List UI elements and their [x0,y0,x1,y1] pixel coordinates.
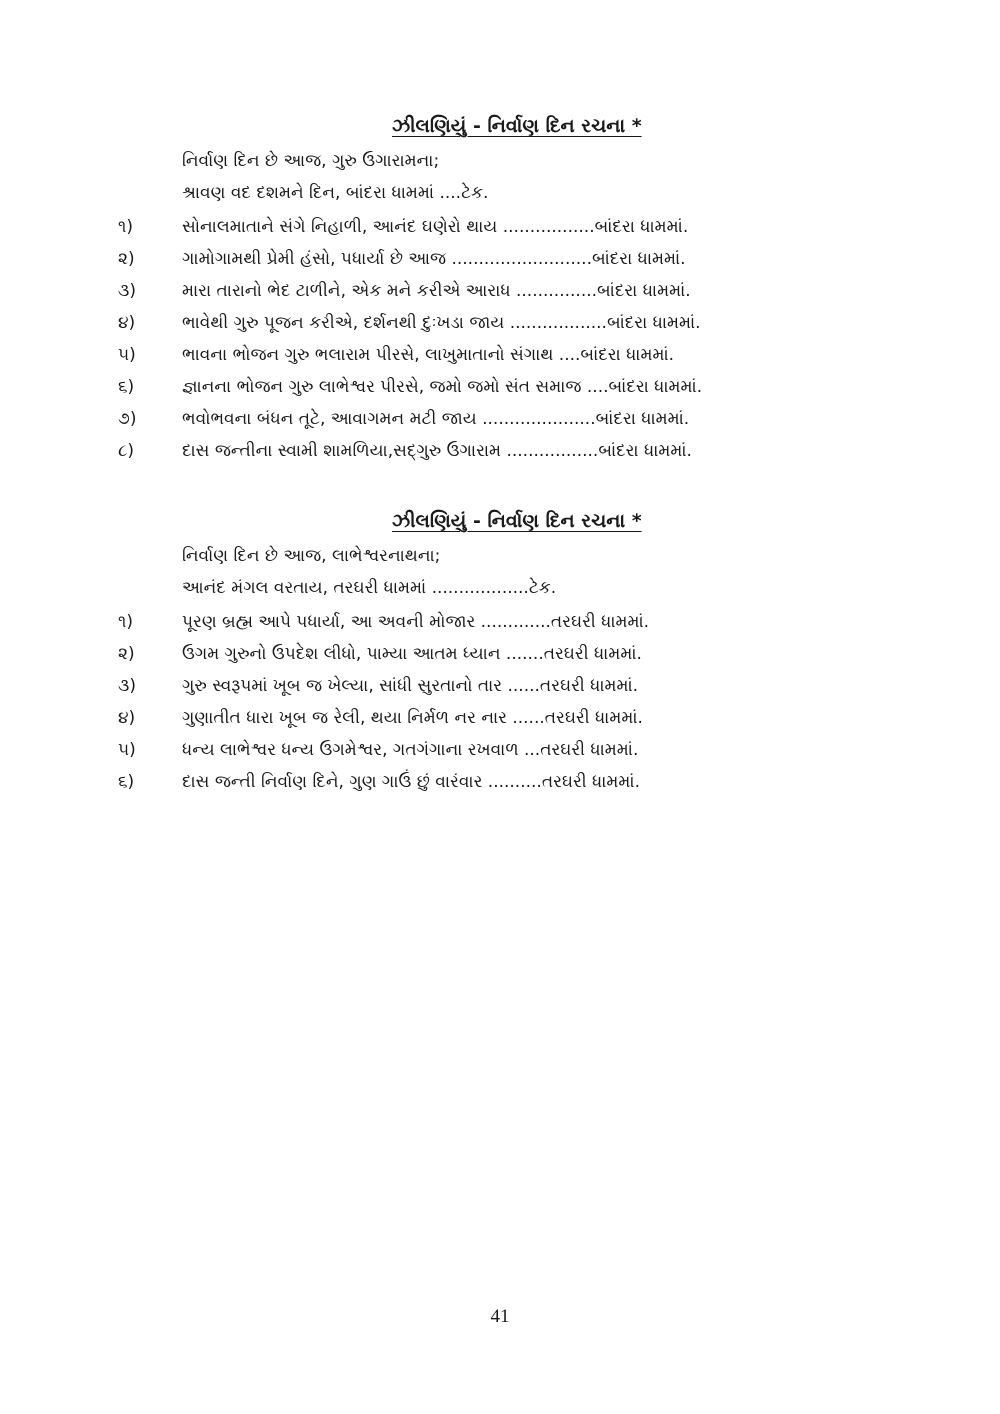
verse-number: ૫) [118,345,136,365]
verse-line [0,345,1000,373]
verse-text: પૂરણ બ્રહ્મ આપે પધાર્યા, આ અવની મોજાર .............તરઘરી ધામમાં. [182,612,650,632]
verse-line [0,217,1000,245]
verse-number: ૧) [118,612,133,632]
verse-text: દાસ જન્તી નિર્વાણ દિને, ગુણ ગાઉં છું વારંવાર ..........તરઘરી ધામમાં. [182,772,640,792]
verse-line [0,313,1000,341]
verse-number: ૬) [118,772,135,792]
section-title: ઝીલણિયું - નિર્વાણ દિન રચના * [392,510,642,532]
verse-number: ૭) [118,409,137,429]
verse-text: જ્ઞાનના ભોજન ગુરુ લાભેશ્વર પીરસે, જમો જમો સંત સમાજ ....બાંદરા ધામમાં. [182,377,703,397]
verse-line [0,281,1000,309]
verse-number: ૩) [118,676,136,696]
verse-line [0,377,1000,405]
verse-number: ૮) [118,441,134,461]
page-number: 41 [490,1306,510,1327]
verse-number: ૨) [118,249,135,269]
verse-line [0,644,1000,672]
verse-line [0,772,1000,800]
verse-text: ગામોગામથી પ્રેમી હંસો, પધાર્યા છે આજ ..........................બાંદરા ધામમાં. [182,249,686,269]
verse-line [0,612,1000,640]
verse-line [0,409,1000,437]
verse-text: ભવોભવના બંધન તૂટે, આવાગમન મટી જાય .....................બાંદરા ધામમાં. [182,409,690,429]
refrain-line-2: શ્રાવણ વદ દશમને દિન, બાંદરા ધામમાં ....ટેક. [182,183,489,203]
verse-number: ૪) [118,313,136,333]
verse-text: સોનાલમાતાને સંગે નિહાળી, આનંદ ઘણેરો થાય .................બાંદરા ધામમાં. [182,217,689,237]
verse-number: ૫) [118,740,136,760]
refrain-line-1: નિર્વાણ દિન છે આજ, ગુરુ ઉગારામના; [182,151,440,171]
verse-line [0,740,1000,768]
verse-text: ગુરુ સ્વરૂપમાં ખૂબ જ ખેલ્યા, સાંધી સુરતાનો તાર ......તરઘરી ધામમાં. [182,676,639,696]
verse-text: મારા તારાનો ભેદ ટાળીને, એક મને કરીએ આરાધ ...............બાંદરા ધામમાં. [182,281,691,301]
verse-text: દાસ જન્તીના સ્વામી શામળિયા,સદ્‌ગુરુ ઉગારામ .................બાંદરા ધામમાં. [182,441,692,461]
verse-text: ગુણાતીત ધારા ખૂબ જ રેલી, થયા નિર્મળ નર નાર ......તરઘરી ધામમાં. [182,708,643,728]
verse-number: ૪) [118,708,136,728]
verse-line [0,249,1000,277]
verse-text: ઉગમ ગુરુનો ઉપદેશ લીધો, પામ્યા આતમ ધ્યાન .......તરઘરી ધામમાં. [182,644,642,664]
verse-number: ૨) [118,644,135,664]
verse-text: ધન્ય લાભેશ્વર ધન્ય ઉગમેશ્વર, ગતગંગાના રખવાળ ...તરઘરી ધામમાં. [182,740,639,760]
refrain-line-2: આનંદ મંગલ વરતાય, તરઘરી ધામમાં ..................ટેક. [182,578,557,598]
verse-number: ૧) [118,217,133,237]
verse-line [0,676,1000,704]
verse-number: ૩) [118,281,136,301]
verse-text: ભાવના ભોજન ગુરુ ભલારામ પીરસે, લાખુમાતાનો સંગાથ ....બાંદરા ધામમાં. [182,345,675,365]
verse-number: ૬) [118,377,135,397]
verse-line [0,441,1000,469]
verse-text: ભાવેથી ગુરુ પૂજન કરીએ, દર્શનથી દુઃખડા જાય ..................બાંદરા ધામમાં. [182,313,701,333]
verse-line [0,708,1000,736]
refrain-line-1: નિર્વાણ દિન છે આજ, લાભેશ્વરનાથના; [182,546,441,566]
section-title: ઝીલણિયું - નિર્વાણ દિન રચના * [392,115,642,137]
